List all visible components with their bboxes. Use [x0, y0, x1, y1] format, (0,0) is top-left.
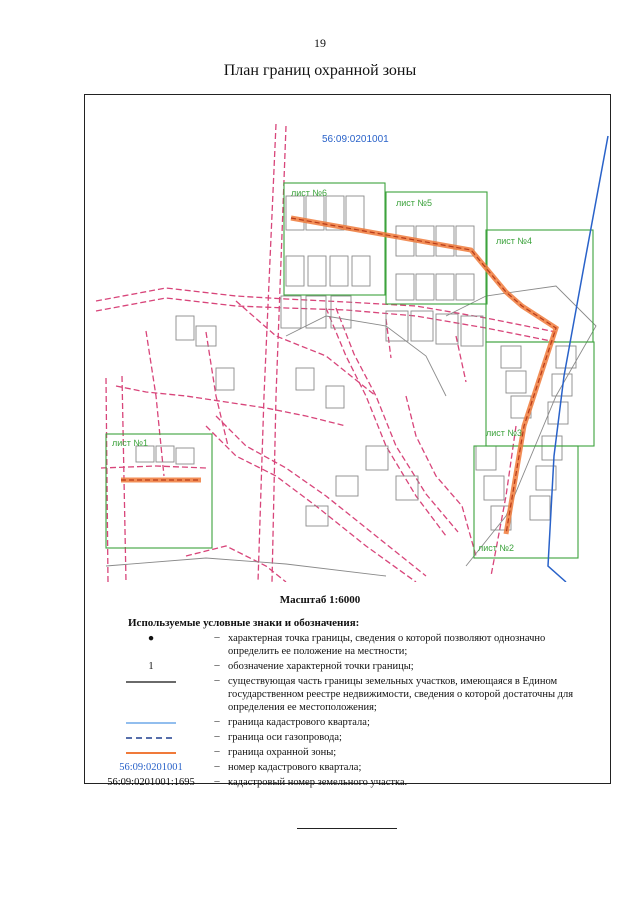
- quarter-line-icon: [96, 716, 206, 729]
- dash: –: [214, 731, 220, 742]
- parcel-number-sample: 56:09:0201001:1695: [107, 777, 195, 788]
- cadastral-map: [86, 96, 609, 582]
- legend-description: характерная точка границы, сведения о которой позволяют однозначно определить ее положение на местности;: [228, 633, 546, 657]
- legend-title: Используемые условные знаки и обозначения:: [128, 617, 360, 629]
- map-scale: Масштаб 1:6000: [279, 594, 361, 606]
- legend-row: [96, 716, 596, 729]
- legend-row: [96, 675, 596, 714]
- sheet-label-1: лист №1: [112, 438, 149, 448]
- building-outlines: [106, 196, 596, 576]
- legend-description: граница охранной зоны;: [228, 747, 337, 758]
- dash: –: [214, 675, 220, 686]
- page-title: План границ охранной зоны: [223, 62, 417, 79]
- signature-line: [297, 828, 397, 829]
- zone-line-icon: [96, 746, 206, 759]
- legend-row: [96, 731, 596, 744]
- legend-description: кадастровый номер земельного участка.: [228, 777, 408, 788]
- legend-description: существующая часть границы земельных участков, имеющаяся в Едином государственном реестре недвижимости, сведения о которой достаточны для определения ее местоположения;: [228, 676, 574, 713]
- legend-row: [96, 660, 596, 673]
- dash: –: [214, 632, 220, 643]
- sheet-label-5: лист №5: [396, 198, 433, 208]
- legend-row: [96, 632, 596, 658]
- sheet-label-2: лист №2: [478, 543, 515, 553]
- dash: –: [214, 660, 220, 671]
- legend: [96, 632, 596, 791]
- sheet-label-6: лист №6: [291, 188, 328, 198]
- dash: –: [214, 776, 220, 787]
- dash: –: [214, 716, 220, 727]
- legend-description: граница кадастрового квартала;: [228, 717, 370, 728]
- gas-pipeline: [121, 218, 556, 534]
- point-icon: ●: [147, 633, 155, 644]
- quarter-number-sample: 56:09:0201001: [119, 762, 183, 773]
- legend-description: номер кадастрового квартала;: [228, 762, 362, 773]
- legend-row: [96, 761, 596, 774]
- dash: –: [214, 761, 220, 772]
- point-number: 1: [148, 661, 154, 672]
- quarter-label: 56:09:0201001: [322, 134, 389, 145]
- legend-description: граница оси газопровода;: [228, 732, 342, 743]
- sheet-label-3: лист №3: [486, 428, 523, 438]
- page-number: 19: [314, 36, 326, 50]
- sheet-label-4: лист №4: [496, 236, 533, 246]
- dash: –: [214, 746, 220, 757]
- legend-row: [96, 746, 596, 759]
- legend-row: [96, 776, 596, 789]
- gas-axis-icon: [96, 731, 206, 744]
- parcel-line-icon: [96, 675, 206, 688]
- legend-description: обозначение характерной точки границы;: [228, 661, 414, 672]
